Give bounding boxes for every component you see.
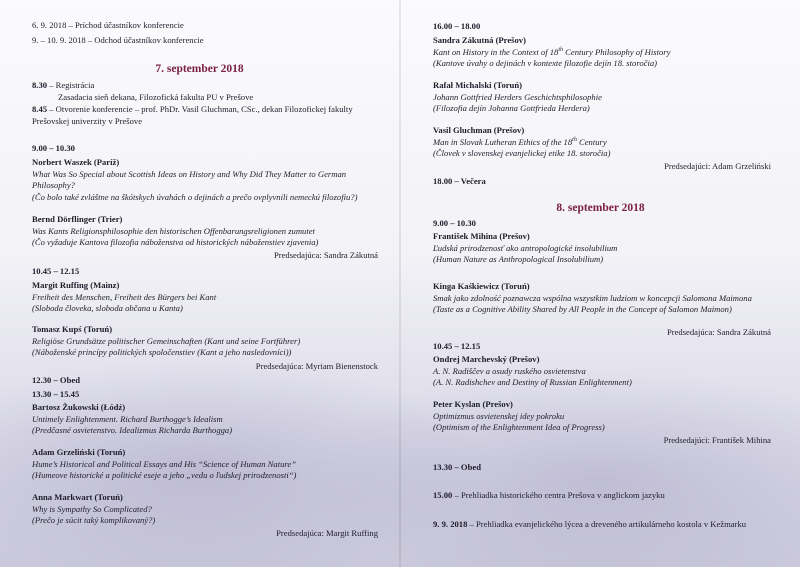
talk-title: Smak jako zdolność poznawcza wspólna wszystkim ludziom w koncepcji Salomona Maimona xyxy=(433,293,752,303)
talk-translation: (Predčasné osvietenstvo. Idealizmus Richarda Burthogga) xyxy=(32,425,233,435)
registration-place: Zasadacia sieň dekana, Filozofická fakulta PU v Prešove xyxy=(58,92,254,102)
speaker-name: Tomasz Kupś (Toruń) xyxy=(32,324,113,334)
ordinal-suffix: th xyxy=(572,137,577,144)
session-time: 10.45 – 12.15 xyxy=(433,341,481,351)
session-time: 9.00 – 10.30 xyxy=(433,218,476,228)
session-time: 10.45 – 12.15 xyxy=(32,266,80,276)
speaker-name: Vasil Gluchman (Prešov) xyxy=(433,125,525,135)
tour-line-kezmarok xyxy=(433,519,746,530)
talk-title-part: Kant on History in the Context of 18 xyxy=(433,47,559,57)
registration-time: 8.30 xyxy=(32,80,48,90)
talk-translation: (Kantove úvahy o dejinách v kontexte filozofie dejín 18. storočia) xyxy=(433,58,658,68)
day-title-8-september: 8. september 2018 xyxy=(556,202,645,214)
talk-title-part: Century Philosophy of History xyxy=(563,47,671,57)
session-chair: Predsedajúca: Sandra Zákutná xyxy=(666,327,771,337)
talk-title xyxy=(433,47,670,58)
session-chair: Predsedajúca: Myriam Bienenstock xyxy=(255,361,378,371)
talk-title: What Was So Special about Scottish Ideas on History and Why Did They Matter to German xyxy=(32,169,347,179)
talk-translation: (Filozofia dejín Johanna Gottfrieda Herdera) xyxy=(433,103,590,113)
opening-line xyxy=(32,104,353,115)
speaker-name: Ondrej Marchevský (Prešov) xyxy=(433,354,540,364)
tour-line-presov xyxy=(433,490,665,501)
speaker-name: Peter Kyslan (Prešov) xyxy=(433,399,513,409)
opening-text: – Otvorenie konferencie – prof. PhDr. Vasil Gluchman, CSc., dekan Filozofickej fakulty xyxy=(47,104,353,114)
talk-title-cont: Philosophy? xyxy=(32,180,75,190)
ordinal-suffix: th xyxy=(558,47,563,54)
opening-time: 8.45 xyxy=(32,104,48,114)
talk-title: Was Kants Religionsphilosophie den historischen Offenbarungsreligionen zumutet xyxy=(32,226,315,236)
session-time: 16.00 – 18.00 xyxy=(433,21,481,31)
arrival-line: 6. 9. 2018 – Príchod účastníkov konferencie xyxy=(32,20,184,30)
talk-translation: (A. N. Radishchev and Destiny of Russian Enlightenment) xyxy=(433,377,632,387)
talk-title: Ľudská prirodzenosť ako antropologické insolubilium xyxy=(433,243,618,253)
talk-title: Untimely Enlightenment. Richard Burthogge’s Idealism xyxy=(32,414,223,424)
program-page-right xyxy=(401,0,800,567)
talk-translation: (Optimism of the Enlightenment Idea of Progress) xyxy=(433,422,605,432)
day-title-7-september: 7. september 2018 xyxy=(155,63,244,75)
registration-label: – Registrácia xyxy=(47,80,95,90)
tour-date: 9. 9. 2018 xyxy=(433,519,468,529)
speaker-name: Bernd Dörflinger (Trier) xyxy=(32,214,123,224)
speaker-name: Norbert Waszek (Paríž) xyxy=(32,157,120,167)
talk-translation: (Taste as a Cognitive Ability Shared by All People in the Concept of Salomon Maimon) xyxy=(433,304,732,314)
session-chair: Predsedajúci: Adam Grzeliński xyxy=(664,161,771,171)
lunch-line: 13.30 – Obed xyxy=(433,462,481,472)
talk-title: A. N. Radiščev a osudy ruského osvietenstva xyxy=(433,366,586,376)
talk-title: Hume’s Historical and Political Essays and His “Science of Human Nature” xyxy=(32,459,297,469)
talk-title-part: Century xyxy=(576,137,607,147)
lunch-line: 12.30 – Obed xyxy=(32,375,80,385)
opening-line-2: Prešovskej univerzity v Prešove xyxy=(32,116,143,126)
talk-title: Freiheit des Menschen, Freiheit des Bürgers bei Kant xyxy=(32,292,217,302)
tour-text: – Prehliadka evanjelického lýcea a dreveného artikulárneho kostola v Kežmarku xyxy=(467,519,747,529)
talk-translation: (Prečo je súcit taký komplikovaný?) xyxy=(32,515,156,525)
talk-translation: (Human Nature as Anthropological Insolubilium) xyxy=(433,254,604,264)
departure-line: 9. – 10. 9. 2018 – Odchod účastníkov konferencie xyxy=(32,35,204,45)
talk-title: Optimizmus osvietenskej idey pokroku xyxy=(433,411,565,421)
session-time: 9.00 – 10.30 xyxy=(32,143,75,153)
session-chair: Predsedajúci: František Mihina xyxy=(663,435,771,445)
tour-time: 15.00 xyxy=(433,490,453,500)
talk-title-part: Man in Slovak Lutheran Ethics of the 18 xyxy=(433,137,573,147)
program-page-left xyxy=(0,0,399,567)
tour-text: – Prehliadka historického centra Prešova v anglickom jazyku xyxy=(452,490,665,500)
talk-translation: (Čo vyžaduje Kantova filozofia náboženstva od historických náboženstiev zjavenia) xyxy=(32,237,319,247)
speaker-name: Bartosz Żukowski (Łódź) xyxy=(32,402,126,412)
registration-line xyxy=(32,80,94,91)
session-time: 13.30 – 15.45 xyxy=(32,389,80,399)
speaker-name: Kinga Kaśkiewicz (Toruń) xyxy=(433,281,530,291)
talk-translation: (Človek v slovenskej evanjelickej etike 18. storočia) xyxy=(433,148,611,158)
talk-translation: (Sloboda človeka, sloboda občana u Kanta) xyxy=(32,303,183,313)
speaker-name: Sandra Zákutná (Prešov) xyxy=(433,35,526,45)
dinner-line: 18.00 – Večera xyxy=(433,176,486,186)
talk-title: Religiöse Grundsätze politischer Gemeinschaften (Kant und seine Fortführer) xyxy=(32,336,301,346)
talk-title: Johann Gottfried Herders Geschichtsphilosophie xyxy=(433,92,602,102)
talk-translation: (Humeove historické a politické eseje a jeho „vedu o ľudskej prirodzenosti“) xyxy=(32,470,297,480)
talk-translation: (Náboženské princípy politických spoločenstiev (Kant a jeho nasledovníci)) xyxy=(32,347,292,357)
speaker-name: Rafał Michalski (Toruń) xyxy=(433,80,522,90)
session-chair: Predsedajúca: Sandra Zákutná xyxy=(273,250,378,260)
session-chair: Predsedajúca: Margit Ruffing xyxy=(276,528,378,538)
speaker-name: Anna Markwart (Toruń) xyxy=(32,492,123,502)
talk-translation: (Čo bolo také zvláštne na škótskych úvahách o dejinách a prečo ovplyvnili nemeckú filozofiu?) xyxy=(32,192,358,202)
talk-title: Why is Sympathy So Complicated? xyxy=(32,504,152,514)
speaker-name: Adam Grzeliński (Toruń) xyxy=(32,447,126,457)
talk-title xyxy=(433,137,607,148)
speaker-name: Margit Ruffing (Mainz) xyxy=(32,280,120,290)
speaker-name: František Mihina (Prešov) xyxy=(433,231,530,241)
